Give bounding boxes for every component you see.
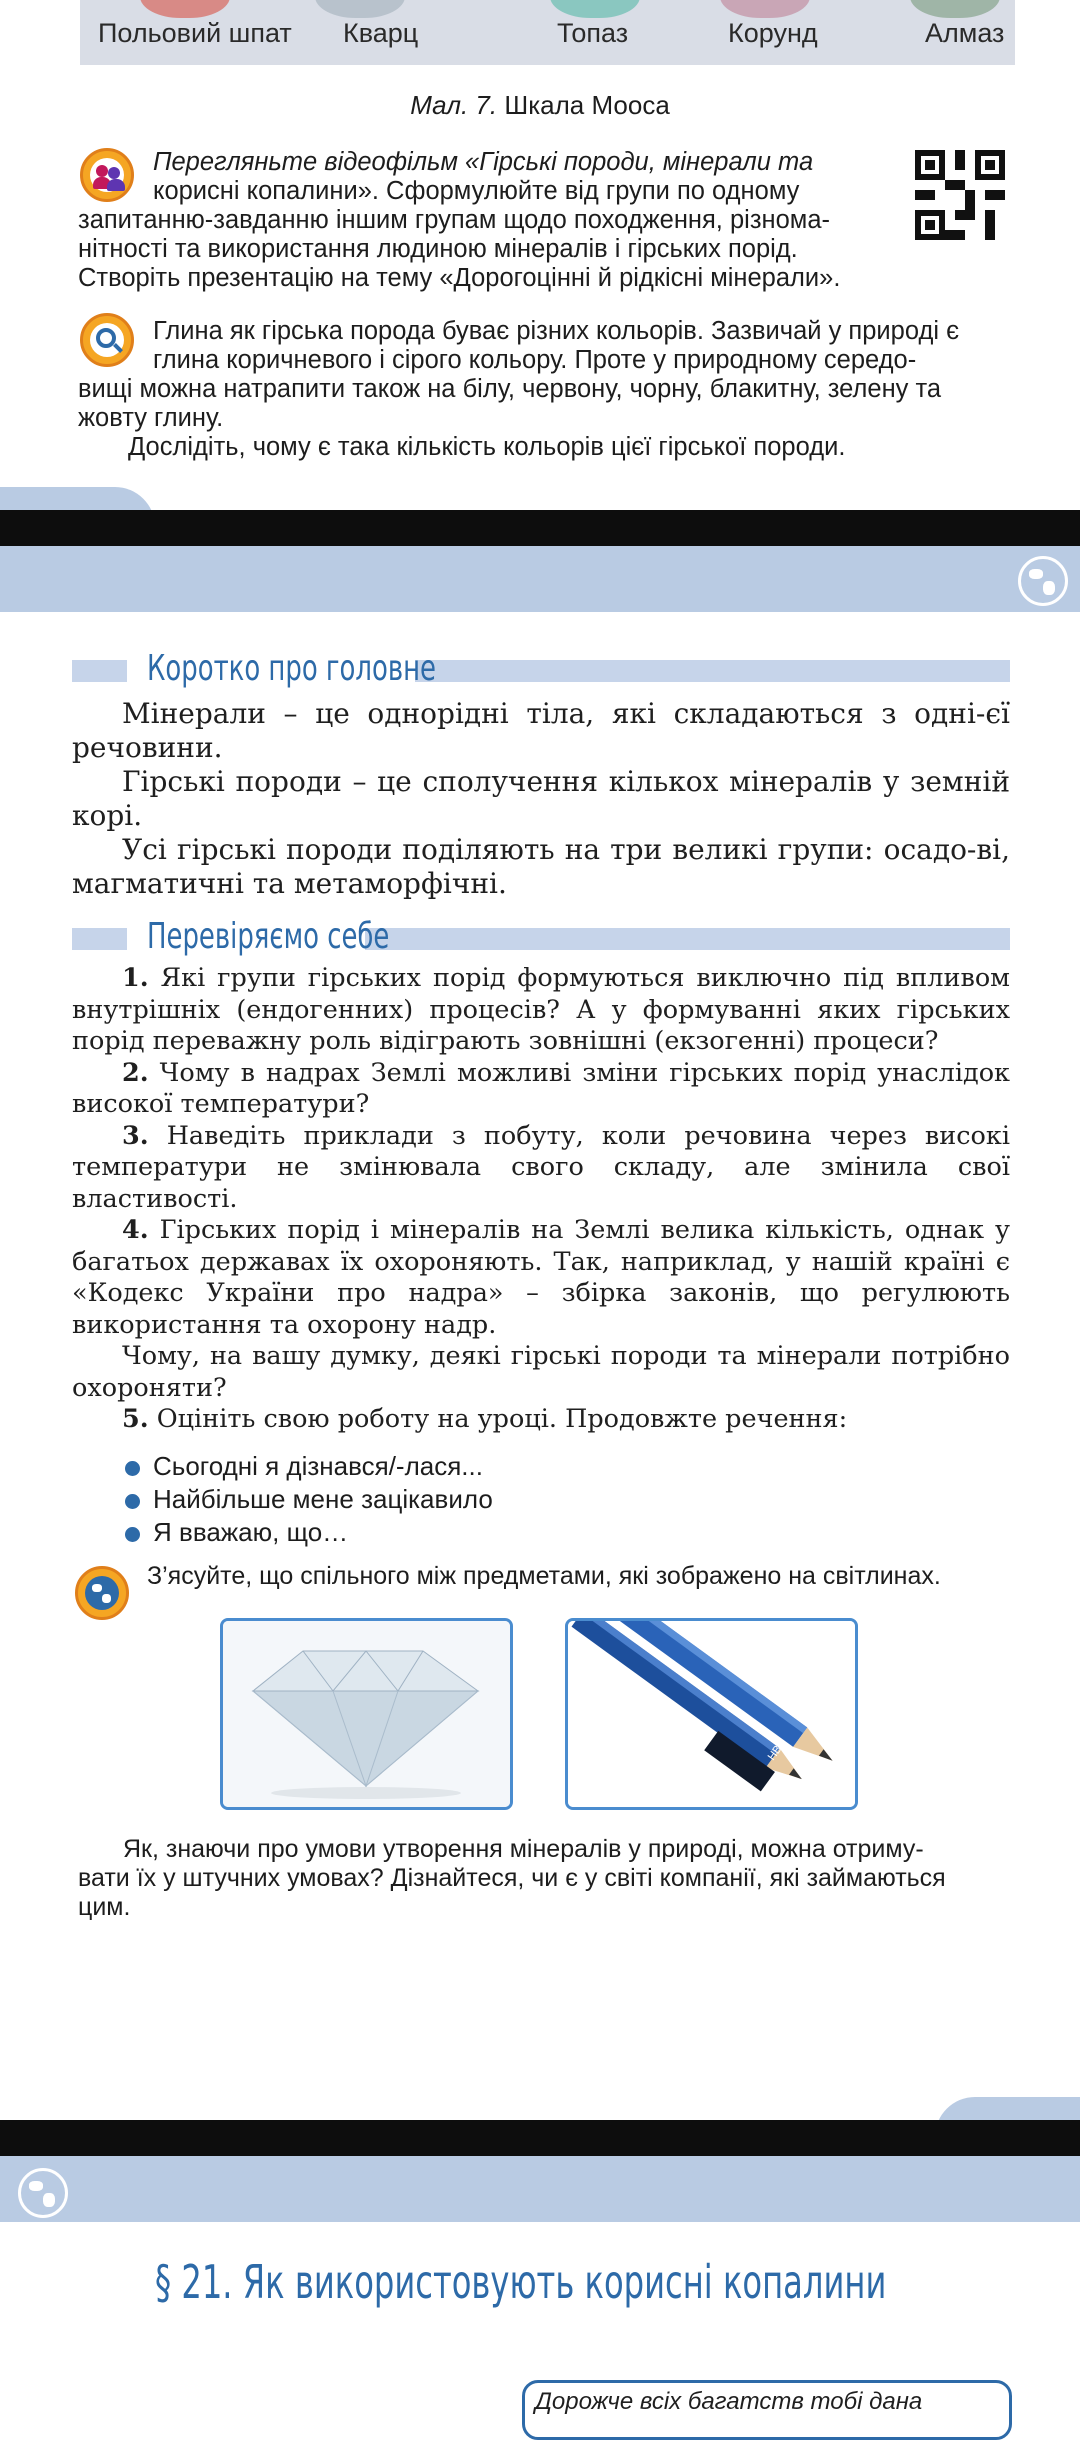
globe-task-icon [75, 1566, 129, 1620]
chapter-title: § 21. Як використовують корисні копалини [155, 2255, 887, 2309]
explore-task-text: З’ясуйте, що спільного між предметами, які зображено на світлинах. [147, 1562, 941, 1590]
check-heading-title: Перевіряємо себе [147, 916, 390, 957]
explore-question-line: Як, знаючи про умови утворення мінералів у природі, можна отриму- [123, 1835, 924, 1863]
question-item [72, 1215, 1010, 1341]
epigraph-line: Дорожче всіх багатств тобі дана [535, 2388, 923, 2415]
summary-heading-title: Коротко про головне [147, 648, 437, 689]
summary-heading [72, 650, 1010, 690]
group-task-line: корисні копалини». Сформулюйте від групи по одному [153, 177, 800, 205]
question-text: Наведіть приклади з побуту, коли речовина через високі температури не змінювала свого складу, але змінила свої властивості. [72, 1120, 1010, 1214]
questions-list [72, 963, 1010, 1436]
summary-text [72, 697, 1010, 901]
page-separator [0, 2120, 1080, 2156]
question-text: Чому, на вашу думку, деякі гірські породи та мінерали потрібно охороняти? [72, 1341, 1010, 1403]
corundum-rock-image [720, 0, 810, 18]
research-task-line: жовту глину. [78, 404, 224, 432]
research-task-line: вищі можна натрапити також на білу, червону, чорну, блакитну, зелену та [78, 375, 942, 403]
group-task-text [78, 148, 913, 293]
mineral-name: Польовий шпат [98, 18, 292, 48]
caption-prefix: Мал. 7. [410, 90, 498, 120]
question-number: 5. [122, 1404, 149, 1434]
page-separator [0, 510, 1080, 546]
figure-caption [0, 90, 1080, 121]
mineral-name: Корунд [728, 18, 818, 48]
question-text: Гірських порід і мінералів на Землі велика кількість, однак у багатьох державах їх охороняють. Так, наприклад, у нашій країні є «Кодекс України про надра» – збірка законів, що регулюють використання та охорону надр. [72, 1215, 1011, 1340]
diamond-image [223, 1621, 510, 1807]
question-item [72, 1121, 1010, 1216]
pencil-image [568, 1621, 855, 1807]
summary-paragraph: Усі гірські породи поділяють на три великі групи: осадо-ві, магматичні та метаморфічні. [72, 833, 1010, 900]
question-text: Оцініть свою роботу на уроці. Продовжте речення: [156, 1404, 848, 1434]
diamond-photo [220, 1618, 513, 1810]
diamond-rock-image [910, 0, 1000, 18]
list-item [125, 1516, 493, 1549]
page-header-band [0, 546, 1080, 612]
research-task-line: Глина як гірська порода буває різних кольорів. Зазвичай у природі є [153, 317, 960, 345]
research-task-text [78, 317, 1013, 462]
question-number: 4. [122, 1215, 149, 1245]
summary-paragraph: Мінерали – це однорідні тіла, які складаються з одні-єї речовини. [72, 697, 1010, 764]
globe-icon [1018, 556, 1068, 606]
qr-code-icon[interactable] [915, 150, 1005, 240]
mineral-name: Топаз [557, 18, 629, 48]
question-item [72, 963, 1010, 1058]
summary-paragraph: Гірські породи – це сполучення кількох мінералів у земній корі. [72, 765, 1010, 832]
pencil-label: HB [765, 1743, 785, 1763]
feldspar-rock-image [140, 0, 230, 18]
bullet-text: Найбільше мене зацікавило [153, 1484, 493, 1514]
question-number: 1. [122, 963, 149, 993]
question-item [72, 1058, 1010, 1121]
question-text: Які групи гірських порід формуються виключно під впливом внутрішніх (ендогенних) процесів? А у формуванні яких гірських порід переважну роль відіграють зовнішні (екзогенні) процеси? [72, 963, 1011, 1056]
explore-question-line: цим. [78, 1893, 131, 1921]
mineral-name: Кварц [343, 18, 419, 48]
research-task-line: Дослідіть, чому є така кількість кольорів цієї гірської породи. [128, 433, 846, 461]
explore-question [78, 1835, 1013, 1922]
mineral-name: Алмаз [925, 18, 1005, 48]
explore-question-line: вати їх у штучних умовах? Дізнайтеся, чи є у світі компанії, які займаються [78, 1864, 946, 1892]
globe-icon [18, 2168, 68, 2218]
quartz-rock-image [315, 0, 405, 18]
group-task-line: Створіть презентацію на тему «Дорогоцінні й рідкісні мінерали». [78, 264, 841, 292]
page-header-band [0, 2156, 1080, 2222]
topaz-rock-image [550, 0, 640, 18]
list-item [125, 1483, 493, 1516]
question-text: Чому в надрах Землі можливі зміни гірських порід унаслідок високої температури? [72, 1057, 1010, 1119]
mineral-scale-strip [80, 0, 1015, 65]
list-item [125, 1450, 493, 1483]
research-task-line: глина коричневого і сірого кольору. Проте у природному середо- [153, 346, 917, 374]
group-task-line: запитанню-завданню іншим групам щодо походження, різнома- [78, 206, 830, 234]
group-task-line: нітності та використання людиною мінералів і гірських порід. [78, 235, 798, 263]
pencil-photo [565, 1618, 858, 1810]
group-task-line: Перегляньте відеофільм «Гірські породи, мінерали та [153, 148, 814, 176]
check-heading [72, 918, 1010, 958]
question-item [72, 1404, 1010, 1436]
caption-text: Шкала Мооса [504, 90, 670, 120]
reflection-bullets [125, 1450, 493, 1549]
bullet-text: Я вважаю, що… [153, 1517, 349, 1547]
bullet-text: Сьогодні я дізнався/-лася... [153, 1451, 483, 1481]
question-number: 3. [122, 1120, 149, 1151]
question-number: 2. [122, 1057, 149, 1088]
